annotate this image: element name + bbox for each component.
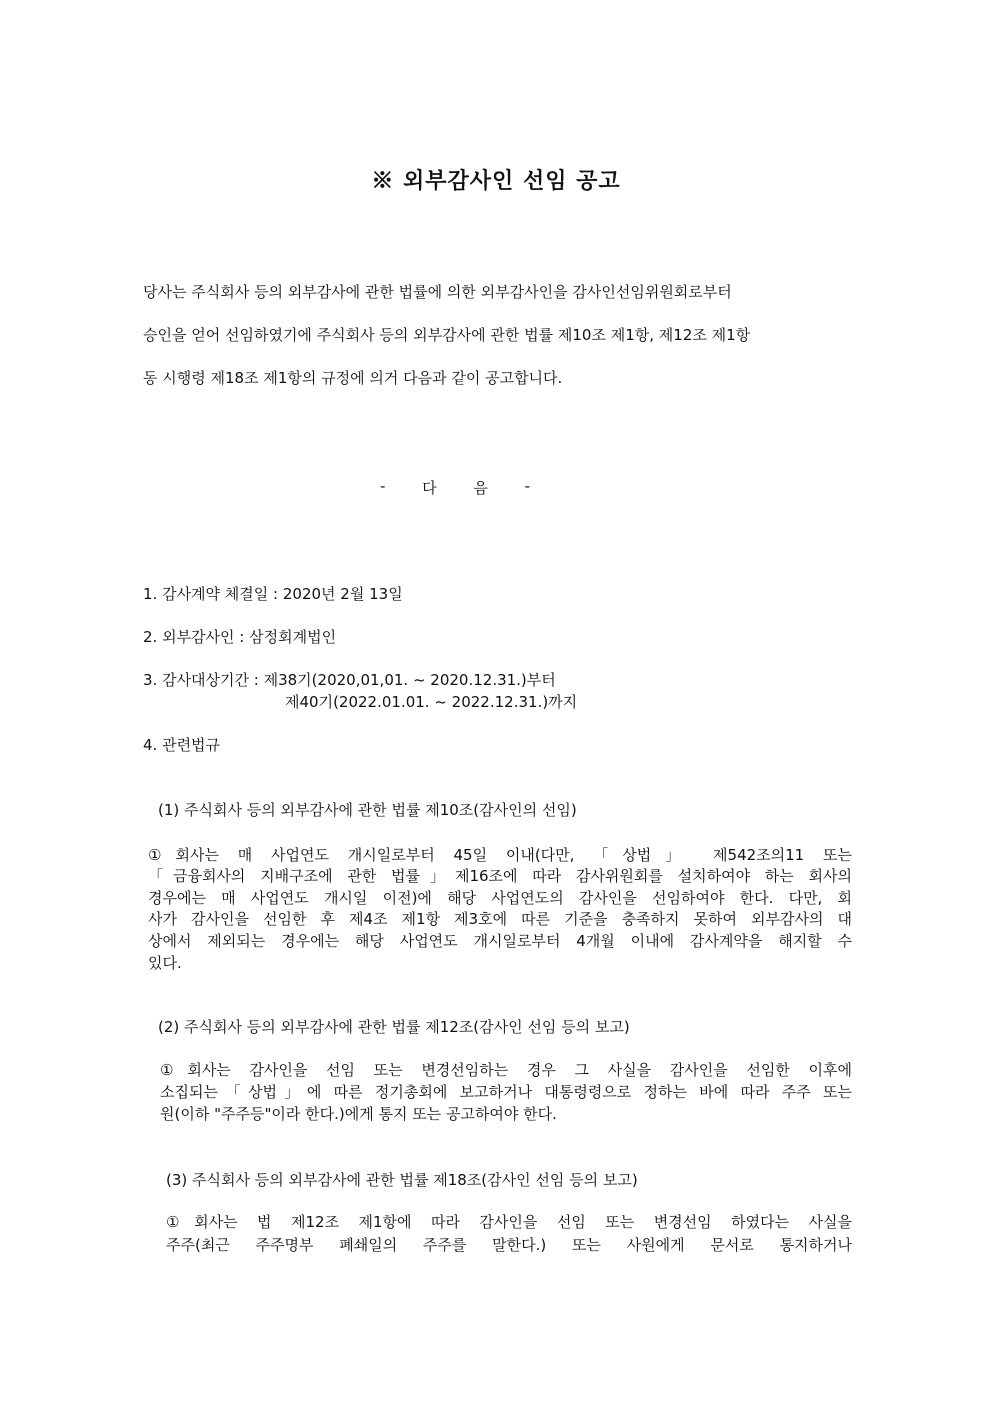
law-text-line: 주주(최근 주주명부 폐쇄일의 주주를 말한다.) 또는 사원에게 문서로 통지하거나: [166, 1236, 852, 1254]
law-text-line: 상에서 제외되는 경우에는 해당 사업연도 개시일로부터 4개월 이내에 감사계약을 해지할 수: [148, 932, 852, 950]
item-period-cont: 제40기(2022.01.01. ~ 2022.12.31.)까지: [285, 693, 578, 711]
law-heading: (3) 주식회사 등의 외부감사에 관한 법률 제18조(감사인 선임 등의 보고): [166, 1171, 638, 1189]
intro-line: 동 시행령 제18조 제1항의 규정에 의거 다음과 같이 공고합니다.: [143, 369, 563, 387]
law-text-line: ①회사는 감사인을 선임 또는 변경선임하는 경우 그 사실을 감사인을 선임한 이후에: [160, 1061, 852, 1079]
law-text-line: 소집되는「상법」에 따른 정기총회에 보고하거나 대통령령으로 정하는 바에 따라 주주 또는: [160, 1083, 852, 1101]
item-auditor: 2. 외부감사인 : 삼정회계법인: [143, 628, 337, 646]
separator: [380, 477, 530, 498]
separator-dash: -: [524, 477, 530, 495]
law-text-line: ①회사는 매 사업연도 개시일로부터 45일 이내(다만, 「상법」 제542조의11 또는: [148, 846, 852, 864]
law-heading: (2) 주식회사 등의 외부감사에 관한 법률 제12조(감사인 선임 등의 보고): [158, 1018, 630, 1036]
item-contract-date: 1. 감사계약 체결일 : 2020년 2월 13일: [143, 585, 403, 603]
intro-line: 당사는 주식회사 등의 외부감사에 관한 법률에 의한 외부감사인을 감사인선임위원회로부터: [143, 283, 732, 301]
law-text-line: 「금융회사의 지배구조에 관한 법률」제16조에 따라 감사위원회를 설치하여야 하는 회사의: [148, 867, 852, 885]
law-text-line: 원(이하 "주주등"이라 한다.)에게 통지 또는 공고하여야 한다.: [160, 1105, 557, 1123]
law-text-line: 있다.: [148, 954, 182, 972]
intro-line: 승인을 얻어 선임하였기에 주식회사 등의 외부감사에 관한 법률 제10조 제1항, 제12조 제1항: [143, 326, 751, 344]
item-period: 3. 감사대상기간 : 제38기(2020,01,01. ~ 2020.12.31.)부터: [143, 671, 556, 689]
law-heading: (1) 주식회사 등의 외부감사에 관한 법률 제10조(감사인의 선임): [158, 801, 577, 819]
separator-dash: -: [380, 477, 386, 495]
separator-text: 다: [422, 479, 437, 497]
law-text-line: 사가 감사인을 선임한 후 제4조 제1항 제3호에 따른 기준을 충족하지 못하여 외부감사의 대: [148, 910, 852, 928]
page-title: ※ 외부감사인 선임 공고: [371, 168, 621, 194]
item-regulations: 4. 관련법규: [143, 736, 221, 754]
separator-text: 음: [473, 479, 488, 497]
law-text-line: 경우에는 매 사업연도 개시일 이전)에 해당 사업연도의 감사인을 선임하여야 한다. 다만, 회: [148, 889, 852, 907]
law-text-line: ①회사는 법 제12조 제1항에 따라 감사인을 선임 또는 변경선임 하였다는 사실을: [166, 1213, 852, 1231]
